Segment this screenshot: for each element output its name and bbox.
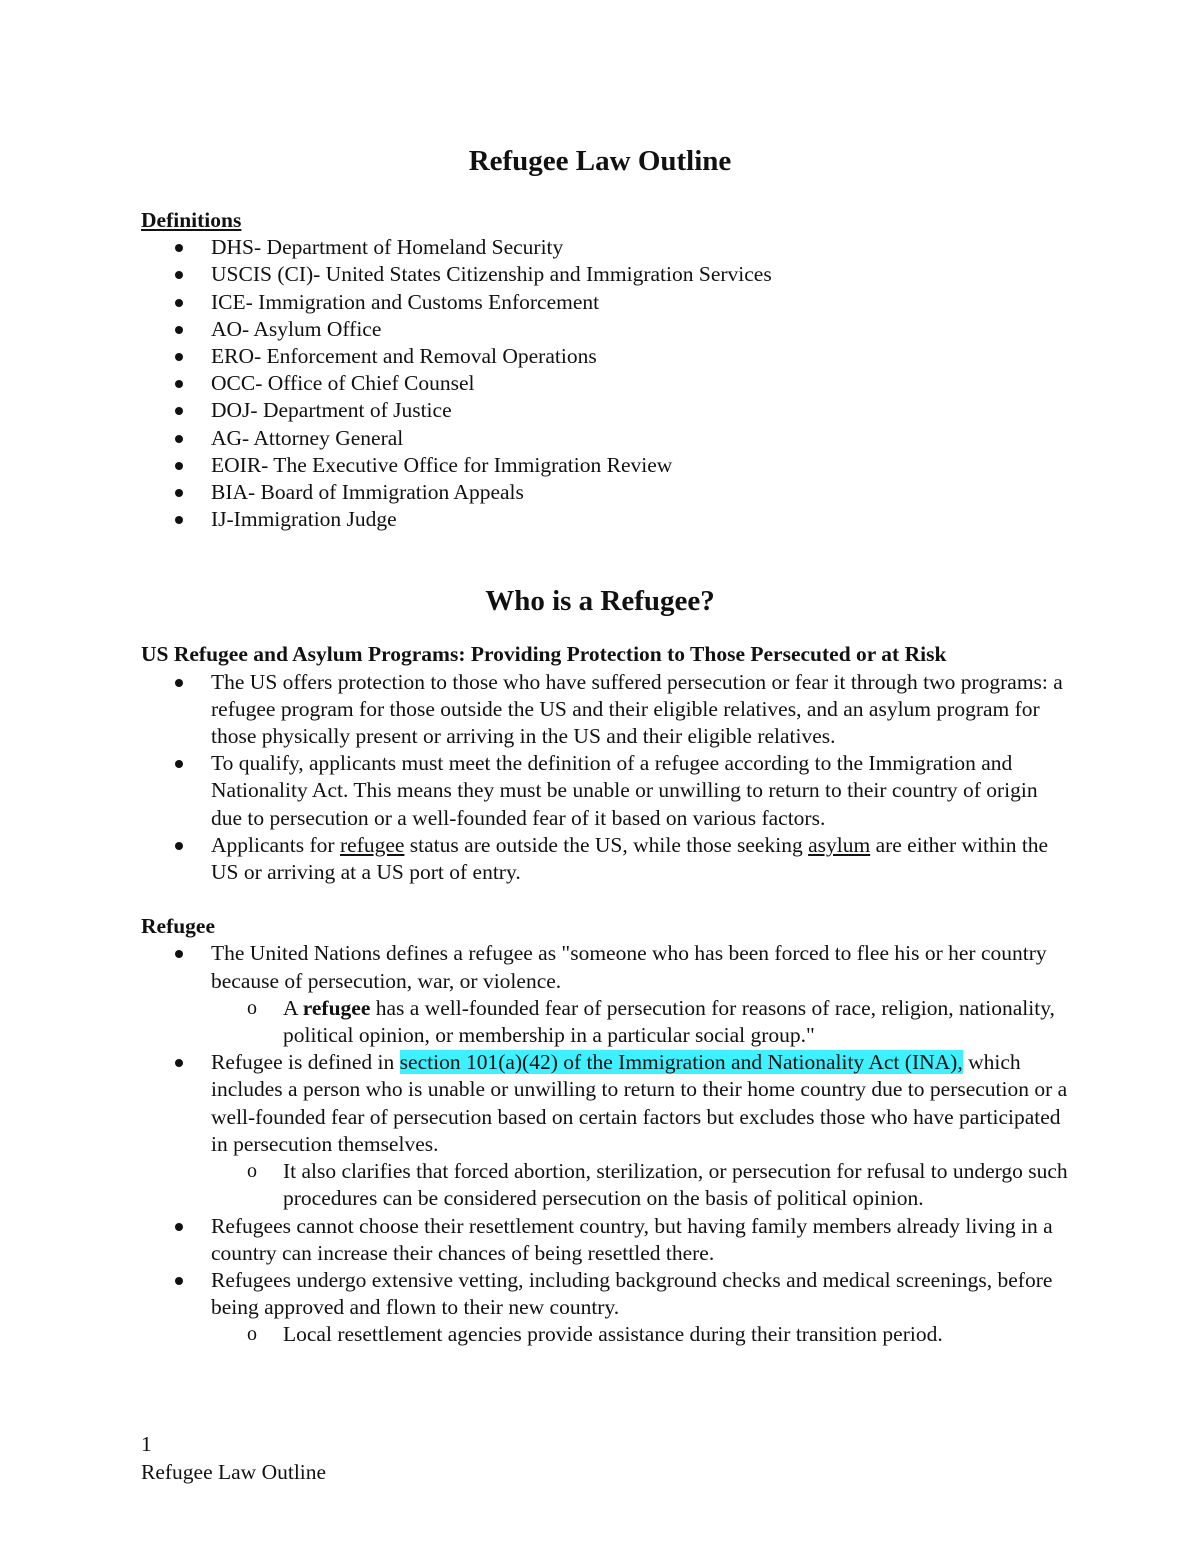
document-title: Refugee Law Outline	[468, 145, 732, 177]
footer-title: Refugee Law Outline	[141, 1460, 327, 1484]
underlined-term-refugee: refugee	[339, 832, 405, 857]
sub-list	[211, 995, 1071, 1049]
list-item: ERO- Enforcement and Removal Operations	[141, 343, 1071, 370]
list-item: BIA- Board of Immigration Appeals	[141, 479, 1071, 506]
list-item	[141, 1049, 1071, 1212]
programs-heading: US Refugee and Asylum Programs: Providing Protection to Those Persecuted or at Risk	[141, 642, 947, 667]
text-run: which includes a person who is unable or unwilling to return to their home country due to persecution or a well-founded fear of persecution based on certain factors but excludes those who have participated in persecution themselves.	[211, 1050, 1068, 1156]
text-run: are either within the US or arriving at a US port of entry.	[211, 832, 1049, 885]
highlighted-citation: section 101(a)(42) of the Immigration and Nationality Act (INA),	[399, 1050, 963, 1075]
text-run: The United Nations defines a refugee as "someone who has been forced to flee his or her country because of persecution, war, or violence.	[211, 941, 1047, 993]
text-run: has a well-founded fear of persecution for reasons of race, religion, nationality, political opinion, or membership in a particular social group."	[283, 995, 1055, 1048]
list-item: ICE- Immigration and Customs Enforcement	[141, 289, 1071, 316]
list-item: IJ-Immigration Judge	[141, 506, 1071, 533]
sub-list-item: o Local resettlement agencies provide assistance during their transition period.	[211, 1321, 1071, 1348]
list-item: DOJ- Department of Justice	[141, 397, 1071, 424]
document-body	[141, 143, 1071, 1349]
text-run: Refugee is defined in	[211, 1050, 400, 1075]
sub-list	[211, 1321, 1071, 1348]
underlined-term-asylum: asylum	[808, 832, 871, 857]
definitions-list	[141, 234, 1071, 533]
sub-list-item	[211, 995, 1071, 1049]
list-item: AG- Attorney General	[141, 425, 1071, 452]
section-title: Who is a Refugee?	[485, 585, 715, 618]
list-item: DHS- Department of Homeland Security	[141, 234, 1071, 261]
programs-list	[141, 669, 1071, 887]
definitions-heading: Definitions	[141, 208, 242, 232]
list-item: EOIR- The Executive Office for Immigration Review	[141, 452, 1071, 479]
list-item	[141, 1267, 1071, 1349]
refugee-heading: Refugee	[141, 914, 216, 939]
text-run: status are outside the US, while those seeking	[404, 832, 809, 857]
list-item: AO- Asylum Office	[141, 316, 1071, 343]
text-run: A	[283, 995, 303, 1020]
text-run: Refugees undergo extensive vetting, including background checks and medical screenings, before being approved and flown to their new country.	[211, 1267, 1053, 1320]
list-item: The US offers protection to those who have suffered persecution or fear it through two programs: a refugee program for those outside the US and their eligible relatives, and an asylum program for those physically present or arriving in the US and their eligible relatives.	[141, 669, 1071, 751]
list-item: To qualify, applicants must meet the definition of a refugee according to the Immigration and Nationality Act. This means they must be unable or unwilling to return to their country of origin due to persecution or a well-founded fear of it based on various factors.	[141, 750, 1071, 832]
sub-list	[211, 1158, 1071, 1212]
sub-list-item: o It also clarifies that forced abortion, sterilization, or persecution for refusal to undergo such procedures can be considered persecution on the basis of political opinion.	[211, 1158, 1071, 1212]
list-item	[141, 832, 1071, 886]
list-item: USCIS (CI)- United States Citizenship and Immigration Services	[141, 261, 1071, 288]
list-item	[141, 940, 1071, 1049]
refugee-list	[141, 940, 1071, 1348]
list-item: Refugees cannot choose their resettlement country, but having family members already living in a country can increase their chances of being resettled there.	[141, 1213, 1071, 1267]
page-footer	[141, 1430, 326, 1486]
bold-term-refugee: refugee	[302, 995, 371, 1020]
page-number: 1	[141, 1432, 152, 1456]
text-run: Applicants for	[211, 832, 340, 857]
list-item: OCC- Office of Chief Counsel	[141, 370, 1071, 397]
